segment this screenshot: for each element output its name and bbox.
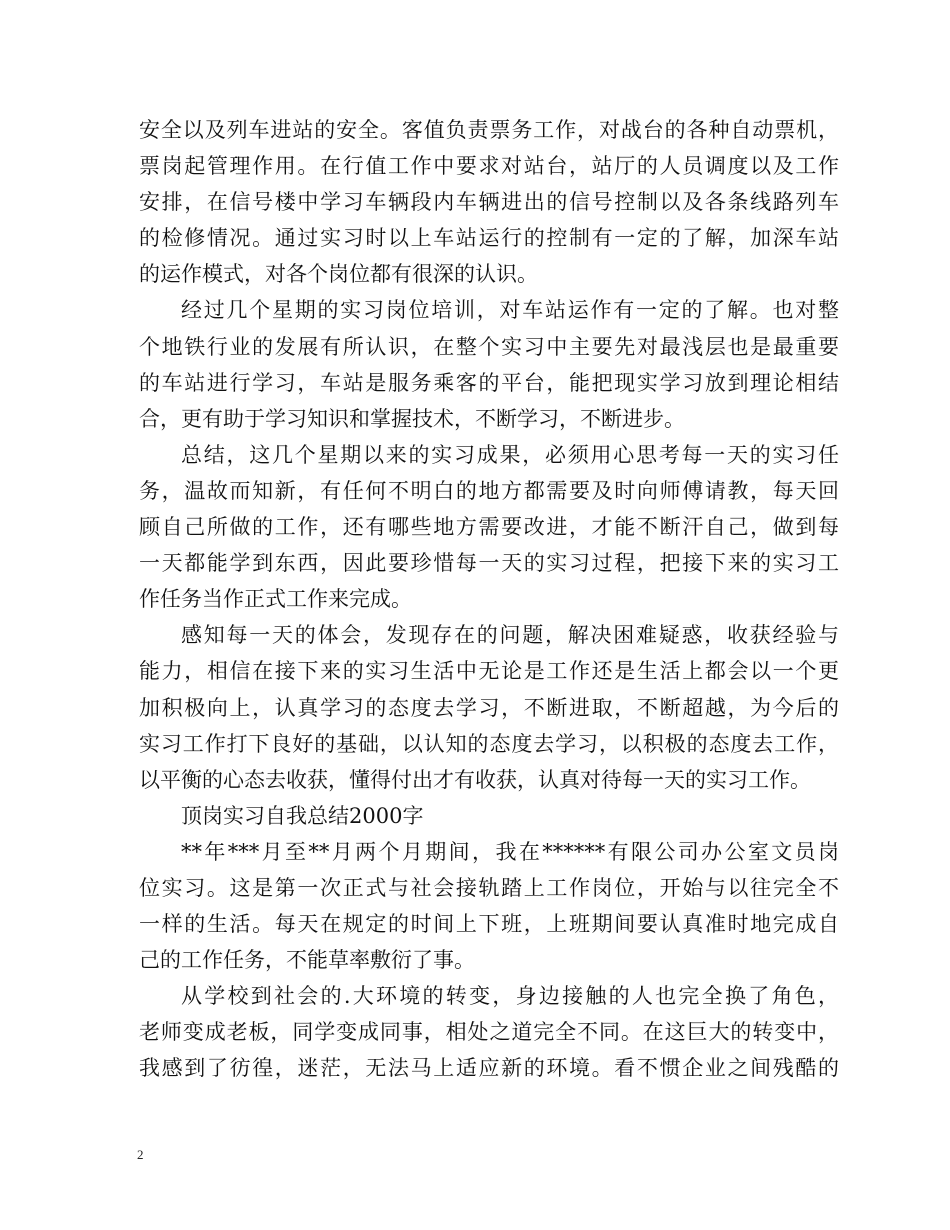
section-heading: 顶岗实习自我总结2000字: [181, 803, 424, 828]
text-line: 个地铁行业的发展有所认识，在整个实习中主要先对最浅层也是最重要: [139, 334, 839, 359]
paragraph-first-line: 感知每一天的体会，发现存在的问题，解决困难疑惑，收获经验与: [181, 623, 839, 648]
text-line: 安全以及列车进站的安全。客值负责票务工作，对战台的各种自动票机，: [139, 118, 839, 142]
text-line: 位实习。这是第一次正式与社会接轨踏上工作岗位，开始与以往完全不: [139, 875, 839, 900]
text-line: 实习工作打下良好的基础，以认知的态度去学习，以积极的态度去工作，: [139, 731, 839, 756]
text-line: 作任务当作正式工作来完成。: [139, 587, 412, 612]
text-line: 的运作模式，对各个岗位都有很深的认识。: [139, 262, 538, 287]
text-line: 我感到了彷徨，迷茫，无法马上适应新的环境。看不惯企业之间残酷的: [139, 1056, 839, 1081]
paragraph-first-line: **年***月至**月两个月期间，我在******有限公司办公室文员岗: [181, 839, 839, 864]
text-line: 老师变成老板，同学变成同事，相处之道完全不同。在这巨大的转变中，: [139, 1020, 839, 1045]
text-line: 己的工作任务，不能草率敷衍了事。: [139, 948, 475, 973]
text-line: 加积极向上，认真学习的态度去学习，不断进取，不断超越，为今后的: [139, 695, 839, 720]
paragraph-first-line: 经过几个星期的实习岗位培训，对车站运作有一定的了解。也对整: [181, 298, 839, 323]
paragraph-first-line: 总结，这几个星期以来的实习成果，必须用心思考每一天的实习任: [181, 442, 839, 467]
text-line: 一样的生活。每天在规定的时间上下班，上班期间要认真准时地完成自: [139, 912, 839, 937]
page-number: 2: [137, 1147, 144, 1162]
text-line: 的检修情况。通过实习时以上车站运行的控制有一定的了解，加深车站: [139, 226, 839, 251]
text-line: 务，温故而知新，有任何不明白的地方都需要及时向师傅请教，每天回: [139, 478, 839, 503]
text-line: 安排，在信号楼中学习车辆段内车辆进出的信号控制以及各条线路列车: [139, 190, 839, 215]
text-line: 票岗起管理作用。在行值工作中要求对站台，站厅的人员调度以及工作: [139, 154, 839, 179]
document-body: [139, 112, 839, 1087]
text-line: 的车站进行学习，车站是服务乘客的平台，能把现实学习放到理论相结: [139, 370, 839, 395]
paragraph-first-line: 从学校到社会的.大环境的转变，身边接触的人也完全换了角色，: [181, 984, 839, 1009]
text-line: 一天都能学到东西，因此要珍惜每一天的实习过程，把接下来的实习工: [139, 551, 839, 576]
text-line: 以平衡的心态去收获，懂得付出才有收获，认真对待每一天的实习工作。: [139, 767, 811, 792]
text-line: 能力，相信在接下来的实习生活中无论是工作还是生活上都会以一个更: [139, 659, 839, 684]
text-line: 合，更有助于学习知识和掌握技术，不断学习，不断进步。: [139, 406, 685, 431]
text-line: 顾自己所做的工作，还有哪些地方需要改进，才能不断汗自己，做到每: [139, 515, 839, 540]
